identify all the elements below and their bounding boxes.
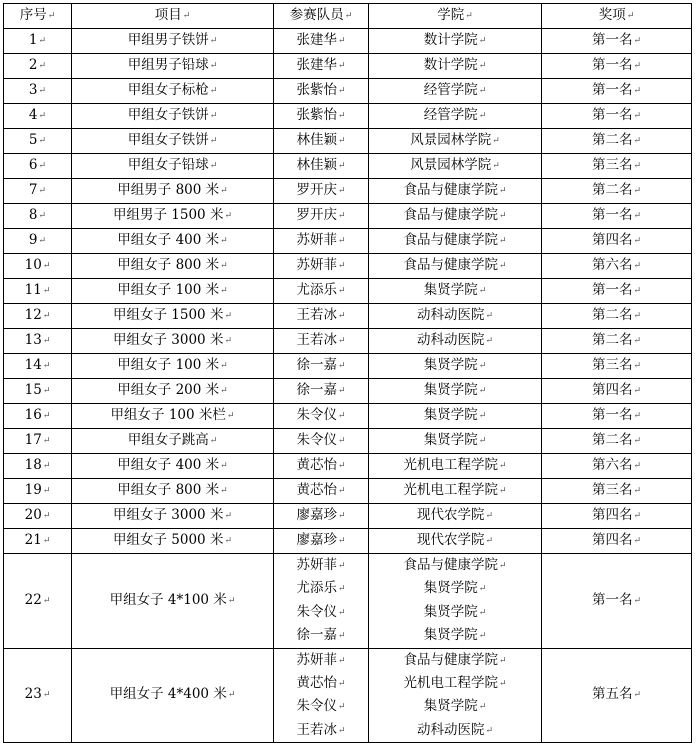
cell-event: 甲组女子 4*400 米 ↵ — [72, 648, 274, 743]
cell-college-line: 风景园林学院 — [410, 157, 492, 174]
cell-college-line: 数计学院 — [423, 32, 478, 49]
cell-college-line: 食品与健康学院 — [403, 651, 498, 668]
cell-members — [274, 529, 369, 554]
cell-award: 第二名 ↵ — [542, 329, 692, 354]
cell-members-line: 黄芯怡 — [296, 457, 337, 474]
cell-event: 甲组男子 1500 米 ↵ — [72, 204, 274, 229]
cell-college — [369, 529, 542, 554]
cell-members-line: 罗开庆 — [296, 182, 337, 199]
cell-college — [369, 204, 542, 229]
cell-college-line: 集贤学院 — [423, 603, 478, 620]
table-row — [4, 254, 692, 279]
cell-college-line: 食品与健康学院 — [403, 182, 498, 199]
table-row — [4, 179, 692, 204]
cell-award: 第三名 ↵ — [542, 154, 692, 179]
cell-members — [274, 254, 369, 279]
cell-college-line: 经管学院 — [423, 107, 478, 124]
cell-award: 第一名 ↵ — [542, 104, 692, 129]
cell-college-line: 集贤学院 — [423, 432, 478, 449]
cell-members — [274, 179, 369, 204]
cell-number: 23 ↵ — [4, 648, 72, 743]
cell-event: 甲组女子 800 米 ↵ — [72, 479, 274, 504]
cell-members-line: 尤添乐 — [296, 580, 337, 597]
cell-award: 第二名 ↵ — [542, 304, 692, 329]
table-row — [4, 504, 692, 529]
cell-event: 甲组女子标枪 ↵ — [72, 79, 274, 104]
cell-number: 16 ↵ — [4, 404, 72, 429]
cell-event: 甲组男子 800 米 ↵ — [72, 179, 274, 204]
cell-members-line: 张建华 — [296, 57, 337, 74]
cell-number: 12 ↵ — [4, 304, 72, 329]
cell-award: 第一名 ↵ — [542, 404, 692, 429]
cell-award: 第二名 ↵ — [542, 129, 692, 154]
cell-college — [369, 29, 542, 54]
cell-members-line: 王若冰 — [296, 721, 337, 738]
cell-college — [369, 648, 542, 743]
cell-members-line: 朱令仪 — [296, 432, 337, 449]
table-row — [4, 379, 692, 404]
cell-members — [274, 454, 369, 479]
cell-college-line: 经管学院 — [423, 82, 478, 99]
cell-award: 第二名 ↵ — [542, 179, 692, 204]
cell-number: 3 ↵ — [4, 79, 72, 104]
cell-number: 9 ↵ — [4, 229, 72, 254]
cell-members-line: 张建华 — [296, 32, 337, 49]
cell-award: 第一名 ↵ — [542, 204, 692, 229]
cell-college — [369, 79, 542, 104]
cell-college-line: 现代农学院 — [416, 532, 485, 549]
cell-members-line: 徐一嘉 — [296, 627, 337, 644]
table-row — [4, 204, 692, 229]
cell-number: 10 ↵ — [4, 254, 72, 279]
cell-event: 甲组女子 400 米 ↵ — [72, 229, 274, 254]
cell-event: 甲组女子 100 米 ↵ — [72, 279, 274, 304]
cell-college — [369, 454, 542, 479]
cell-college — [369, 329, 542, 354]
cell-event: 甲组女子跳高 ↵ — [72, 429, 274, 454]
table-row — [4, 229, 692, 254]
cell-members — [274, 154, 369, 179]
cell-members-line: 徐一嘉 — [296, 382, 337, 399]
table-row — [4, 429, 692, 454]
cell-members — [274, 54, 369, 79]
cell-college — [369, 179, 542, 204]
cell-college — [369, 404, 542, 429]
cell-award: 第四名 ↵ — [542, 229, 692, 254]
cell-members-line: 廖嘉珍 — [296, 507, 337, 524]
header-number: 序号 ↵ — [4, 4, 72, 29]
cell-members-line: 苏妍菲 — [296, 232, 337, 249]
cell-number: 17 ↵ — [4, 429, 72, 454]
cell-members — [274, 648, 369, 743]
header-award: 奖项 ↵ — [542, 4, 692, 29]
cell-number: 4 ↵ — [4, 104, 72, 129]
cell-members — [274, 329, 369, 354]
cell-college — [369, 254, 542, 279]
cell-members-line: 尤添乐 — [296, 282, 337, 299]
cell-college — [369, 154, 542, 179]
cell-number: 6 ↵ — [4, 154, 72, 179]
cell-members — [274, 354, 369, 379]
cell-college-line: 风景园林学院 — [410, 132, 492, 149]
cell-members-line: 徐一嘉 — [296, 357, 337, 374]
cell-members-line: 苏妍菲 — [296, 557, 337, 573]
cell-event: 甲组女子 4*100 米 ↵ — [72, 554, 274, 649]
cell-event: 甲组女子 800 米 ↵ — [72, 254, 274, 279]
cell-college-line: 动科动医院 — [416, 332, 485, 349]
cell-college-line: 光机电工程学院 — [403, 457, 498, 474]
cell-members — [274, 429, 369, 454]
cell-members — [274, 554, 369, 649]
cell-number: 18 ↵ — [4, 454, 72, 479]
cell-event: 甲组女子铅球 ↵ — [72, 154, 274, 179]
cell-award: 第四名 ↵ — [542, 379, 692, 404]
cell-college-line: 食品与健康学院 — [403, 232, 498, 249]
table-row — [4, 104, 692, 129]
cell-members — [274, 29, 369, 54]
cell-college-line: 动科动医院 — [416, 307, 485, 324]
cell-number: 7 ↵ — [4, 179, 72, 204]
table-row — [4, 129, 692, 154]
cell-members-line: 苏妍菲 — [296, 257, 337, 274]
cell-members-line: 黄芯怡 — [296, 674, 337, 691]
table-row — [4, 454, 692, 479]
cell-college — [369, 379, 542, 404]
cell-college-line: 食品与健康学院 — [403, 207, 498, 224]
cell-members — [274, 279, 369, 304]
cell-members-line: 罗开庆 — [296, 207, 337, 224]
cell-award: 第二名 ↵ — [542, 429, 692, 454]
header-members: 参赛队员 ↵ — [274, 4, 369, 29]
cell-event: 甲组女子 400 米 ↵ — [72, 454, 274, 479]
table-row — [4, 304, 692, 329]
cell-members — [274, 104, 369, 129]
cell-members-line: 张紫怡 — [296, 82, 337, 99]
cell-award: 第一名 ↵ — [542, 279, 692, 304]
cell-members-line: 王若冰 — [296, 332, 337, 349]
cell-college — [369, 304, 542, 329]
cell-event: 甲组女子 200 米 ↵ — [72, 379, 274, 404]
cell-members — [274, 304, 369, 329]
cell-college — [369, 504, 542, 529]
cell-number: 2 ↵ — [4, 54, 72, 79]
cell-members-line: 朱令仪 — [296, 603, 337, 620]
cell-event: 甲组女子 100 米 ↵ — [72, 354, 274, 379]
cell-college — [369, 354, 542, 379]
table-row — [4, 529, 692, 554]
cell-members-line: 张紫怡 — [296, 107, 337, 124]
cell-number: 11 ↵ — [4, 279, 72, 304]
cell-college-line: 现代农学院 — [416, 507, 485, 524]
awards-table — [3, 3, 692, 743]
table-row — [4, 79, 692, 104]
cell-college-line: 集贤学院 — [423, 407, 478, 424]
cell-college-line: 动科动医院 — [416, 721, 485, 738]
cell-members-line: 苏妍菲 — [296, 651, 337, 668]
cell-college — [369, 429, 542, 454]
cell-members — [274, 479, 369, 504]
cell-college-line: 集贤学院 — [423, 382, 478, 399]
cell-number: 1 ↵ — [4, 29, 72, 54]
cell-award: 第一名 ↵ — [542, 79, 692, 104]
cell-college-line: 食品与健康学院 — [403, 557, 498, 573]
table-row — [4, 404, 692, 429]
cell-members — [274, 379, 369, 404]
cell-college-line: 集贤学院 — [423, 282, 478, 299]
cell-event: 甲组女子 3000 米 ↵ — [72, 329, 274, 354]
cell-event: 甲组女子铁饼 ↵ — [72, 129, 274, 154]
cell-number: 8 ↵ — [4, 204, 72, 229]
cell-members — [274, 79, 369, 104]
cell-event: 甲组女子 100 米栏 ↵ — [72, 404, 274, 429]
table-row — [4, 648, 692, 743]
table-body — [4, 29, 692, 743]
cell-members-line: 黄芯怡 — [296, 482, 337, 499]
cell-members-line: 林佳颖 — [296, 157, 337, 174]
cell-college-line: 食品与健康学院 — [403, 257, 498, 274]
table-row — [4, 279, 692, 304]
cell-number: 20 ↵ — [4, 504, 72, 529]
cell-college-line: 集贤学院 — [423, 580, 478, 597]
cell-members — [274, 404, 369, 429]
table-row — [4, 479, 692, 504]
cell-event: 甲组女子 1500 米 ↵ — [72, 304, 274, 329]
cell-event: 甲组女子 3000 米 ↵ — [72, 504, 274, 529]
cell-event: 甲组女子 5000 米 ↵ — [72, 529, 274, 554]
cell-members-line: 林佳颖 — [296, 132, 337, 149]
cell-members — [274, 129, 369, 154]
table-row — [4, 29, 692, 54]
cell-college — [369, 104, 542, 129]
table-row — [4, 54, 692, 79]
cell-award: 第一名 ↵ — [542, 54, 692, 79]
cell-college-line: 光机电工程学院 — [403, 482, 498, 499]
cell-members-line: 廖嘉珍 — [296, 532, 337, 549]
cell-number: 22 ↵ — [4, 554, 72, 649]
cell-award: 第五名 ↵ — [542, 648, 692, 743]
cell-members — [274, 504, 369, 529]
cell-members-line: 王若冰 — [296, 307, 337, 324]
header-row — [4, 4, 692, 29]
cell-college-line: 集贤学院 — [423, 698, 478, 715]
cell-number: 19 ↵ — [4, 479, 72, 504]
cell-award: 第三名 ↵ — [542, 354, 692, 379]
cell-award: 第四名 ↵ — [542, 504, 692, 529]
cell-members — [274, 204, 369, 229]
cell-college-line: 集贤学院 — [423, 357, 478, 374]
cell-event: 甲组女子铁饼 ↵ — [72, 104, 274, 129]
cell-award: 第六名 ↵ — [542, 254, 692, 279]
cell-members — [274, 229, 369, 254]
cell-college — [369, 229, 542, 254]
cell-college — [369, 54, 542, 79]
cell-college — [369, 554, 542, 649]
cell-number: 13 ↵ — [4, 329, 72, 354]
header-event: 项目 ↵ — [72, 4, 274, 29]
cell-members-line: 朱令仪 — [296, 698, 337, 715]
cell-college — [369, 279, 542, 304]
table-row — [4, 329, 692, 354]
cell-college-line: 集贤学院 — [423, 627, 478, 644]
cell-award: 第六名 ↵ — [542, 454, 692, 479]
cell-college-line: 数计学院 — [423, 57, 478, 74]
header-college: 学院 ↵ — [369, 4, 542, 29]
cell-number: 21 ↵ — [4, 529, 72, 554]
cell-event: 甲组男子铅球 ↵ — [72, 54, 274, 79]
cell-number: 15 ↵ — [4, 379, 72, 404]
cell-award: 第四名 ↵ — [542, 529, 692, 554]
cell-award: 第一名 ↵ — [542, 29, 692, 54]
table-row — [4, 154, 692, 179]
cell-college — [369, 129, 542, 154]
cell-number: 14 ↵ — [4, 354, 72, 379]
cell-award: 第三名 ↵ — [542, 479, 692, 504]
cell-members-line: 朱令仪 — [296, 407, 337, 424]
table-row — [4, 354, 692, 379]
cell-college-line: 光机电工程学院 — [403, 674, 498, 691]
cell-event: 甲组男子铁饼 ↵ — [72, 29, 274, 54]
table-row — [4, 554, 692, 649]
cell-college — [369, 479, 542, 504]
cell-number: 5 ↵ — [4, 129, 72, 154]
cell-award: 第一名 ↵ — [542, 554, 692, 649]
